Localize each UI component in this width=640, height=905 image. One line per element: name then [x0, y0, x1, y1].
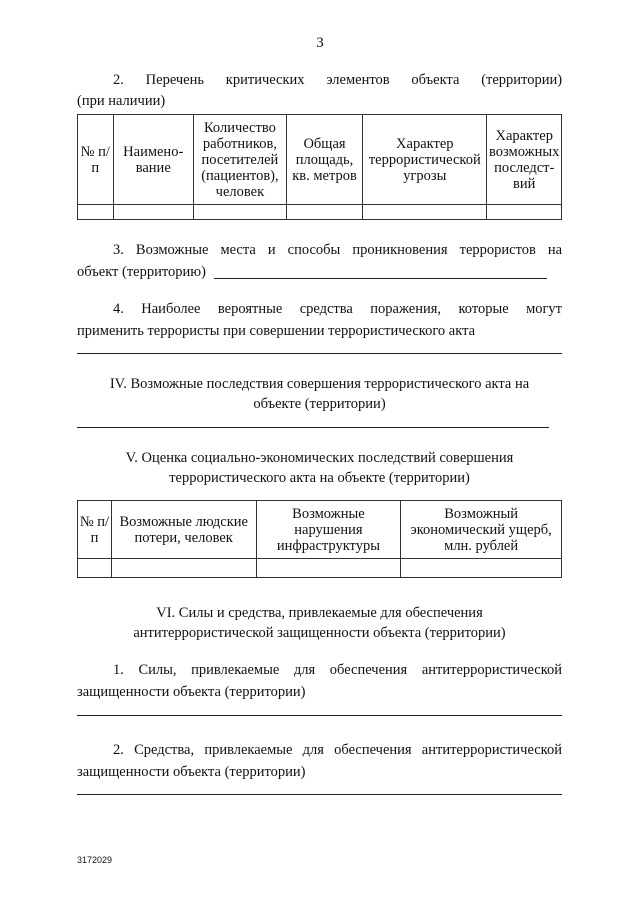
section5-heading-line2: террористического акта на объекте (территории) [169, 470, 470, 486]
section6-heading-line2: антитеррористической защищенности объекта (территории) [133, 625, 506, 641]
col-number: № п/п [78, 115, 114, 205]
word: 2. Перечень [113, 72, 204, 88]
item3-line1 [113, 241, 562, 260]
word: которые [458, 301, 509, 317]
col-damage: Возможный экономический ущерб, млн. рублей [401, 501, 562, 559]
col-losses: Возможные людские потери, человек [111, 501, 256, 559]
word: 2. Средства, [113, 742, 195, 758]
word: для [293, 662, 316, 678]
section6-item2-line1 [113, 741, 562, 760]
word: места [220, 242, 256, 258]
word: антитеррористической [421, 742, 562, 758]
word: привлекаемые [191, 662, 280, 678]
col-infrastructure: Возможные нарушения инфраструктуры [256, 501, 401, 559]
item3-label: объект (территорию) [77, 264, 206, 280]
socioeconomic-table [77, 500, 562, 578]
item4-line1 [113, 300, 562, 319]
word: (территории) [481, 72, 563, 88]
section4-heading-line2: объекте (территории) [253, 396, 386, 412]
word: обеспечения [329, 662, 408, 678]
col-workers: Количество работников, посетителей (пациентов), человек [193, 115, 286, 205]
col-threat: Характер террористической угрозы [363, 115, 487, 205]
word: вероятные [217, 301, 283, 317]
word: 4. Наиболее [113, 301, 201, 317]
word: могут [526, 301, 563, 317]
section6-item1-line2: защищенности объекта (территории) [77, 684, 306, 700]
section4-heading-line1: IV. Возможные последствия совершения террористического акта на [109, 376, 530, 392]
section6-item2-line2: защищенности объекта (территории) [77, 764, 306, 780]
table-row [78, 205, 562, 220]
word: на [547, 242, 563, 258]
section6-heading-line1: VI. Силы и средства, привлекаемые для обеспечения [156, 605, 483, 621]
fill-line [77, 427, 549, 428]
word: 1. Силы, [113, 662, 177, 678]
word: элементов [326, 72, 390, 88]
word: 3. Возможные [113, 242, 209, 258]
word: террористов [459, 242, 536, 258]
word: проникновения [352, 242, 448, 258]
table-row [78, 559, 562, 578]
section2-line1 [113, 71, 562, 90]
item4-line2: применить террористы при совершении террористического акта [77, 323, 476, 339]
word: средства [299, 301, 353, 317]
section5-heading-line1: V. Оценка социально-экономических последствий совершения [125, 450, 514, 466]
col-consequences: Характер возможных последст-вий [487, 115, 562, 205]
word: объекта [411, 72, 460, 88]
section2-line2: (при наличии) [77, 93, 166, 109]
word: поражения, [370, 301, 442, 317]
document-code: 3172029 [77, 855, 113, 865]
word: привлекаемые [204, 742, 293, 758]
word: для [302, 742, 324, 758]
critical-elements-table [77, 114, 562, 220]
col-area: Общая площадь, кв. метров [286, 115, 362, 205]
word: обеспечения [334, 742, 412, 758]
word: и [267, 242, 276, 258]
table-header-row [78, 501, 562, 559]
col-number: № п/п [78, 501, 112, 559]
fill-line [214, 278, 547, 279]
word: антитеррористической [421, 662, 563, 678]
fill-line [77, 715, 562, 716]
page-number: 3 [316, 35, 324, 51]
fill-line [77, 794, 562, 795]
fill-line [77, 353, 562, 354]
word: критических [225, 72, 305, 88]
col-name: Наимено-вание [113, 115, 193, 205]
item3-line2 [77, 263, 206, 282]
section6-item1-line1 [113, 661, 562, 680]
word: способы [287, 242, 341, 258]
table-header-row [78, 115, 562, 205]
